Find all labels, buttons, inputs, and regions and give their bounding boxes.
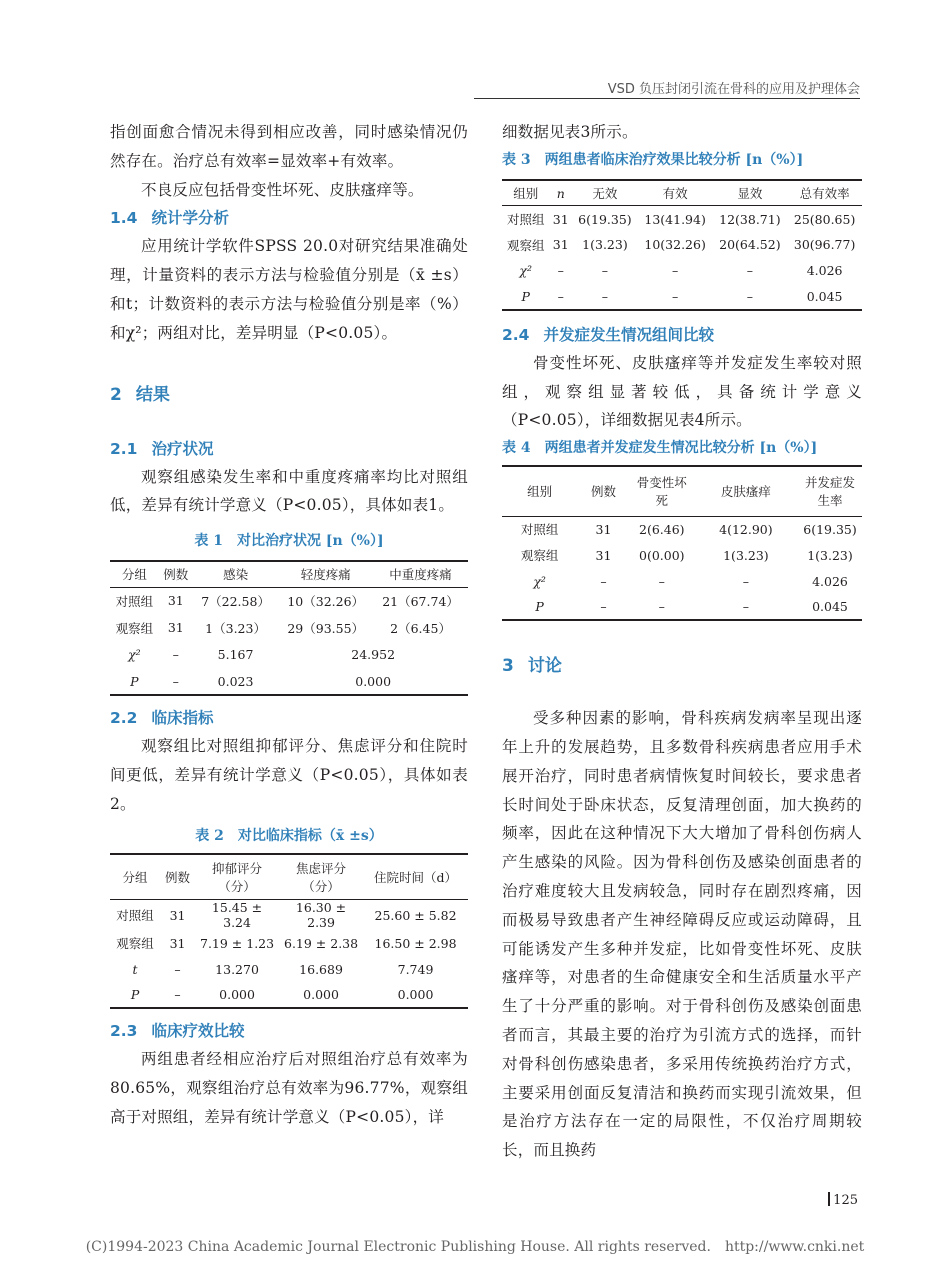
table-2-caption: 表 2 对比临床指标（x̄ ±s）: [195, 827, 383, 844]
table-cell: 21（67.74）: [382, 593, 459, 609]
table-row: [110, 641, 468, 668]
table-cell: 6(19.35): [803, 521, 857, 537]
column-header: 有效: [662, 186, 688, 202]
section-heading-2-2: [110, 706, 468, 728]
section-heading-2: [110, 380, 468, 405]
section-number: 2: [110, 384, 122, 405]
table-row: [502, 284, 862, 310]
section-title: 临床指标: [151, 709, 214, 728]
column-header: 并发症发生率: [804, 475, 855, 509]
table-cell: 观察组: [116, 936, 154, 952]
table-row: [502, 206, 862, 232]
table-row: [110, 614, 468, 641]
column-header: 感染: [223, 567, 249, 583]
table-cell: P: [535, 599, 544, 615]
table-cell: 2(6.46): [639, 521, 685, 537]
table-cell: 对照组: [520, 522, 559, 538]
table-cell: 31: [169, 907, 186, 923]
paragraph: 受多种因素的影响，骨科疾病发病率呈现出逐年上升的发展趋势，且多数骨科疾病患者应用手术展开治疗，同时患者病情恢复时间较长，要求患者长时间处于卧床状态，反复清理创面，加大换药的频率，因此在这种情况下大大增加了骨科创伤病人产生感染的风险。因为骨科创伤及感染创面患者的治疗难度较大且发病较急，同时存在剧烈疼痛，因而极易导致患者产生神经障碍反应或运动障碍，且可能诱发产生多种并发症，比如骨变性坏死、皮肤瘙痒等，对患者的生命健康安全和生活质量水平产生了十分严重的影响。对于骨科创伤及感染创面患者而言，其最主要的治疗为引流方式的选择，而针对骨科创伤感染患者，多采用传统换药治疗方式，主要采用创面反复清洁和换药而实现引流效果，但是治疗方法存在一定的局限性，不仅治疗周期较长，而且换药: [502, 709, 862, 1160]
table-cell: –: [601, 288, 609, 304]
column-header: 组别: [513, 186, 539, 202]
table-cell: 31: [552, 237, 569, 253]
table-3: [502, 179, 862, 311]
table-cell: 30(96.77): [793, 237, 856, 253]
paragraph: 观察组感染发生率和中重度疼痛率均比对照组低，差异有统计学意义（P<0.05），具体如表1。: [110, 467, 468, 515]
table-cell: χ²: [533, 573, 546, 589]
table-cell: 0.000: [355, 673, 392, 689]
table-2: [110, 853, 468, 1010]
column-header: 皮肤瘙痒: [720, 484, 771, 500]
table-cell: 1(3.23): [723, 547, 769, 563]
column-header: 分组: [122, 869, 148, 885]
table-cell: –: [658, 573, 665, 589]
table-cell: 31: [595, 521, 612, 537]
table-cell: –: [174, 987, 181, 1003]
table-cell: 12(38.71): [719, 211, 781, 227]
table-cell: –: [172, 647, 179, 663]
table-cell: 25(80.65): [793, 211, 856, 227]
column-header: 抑郁评分（分）: [212, 860, 263, 894]
left-column: [110, 118, 468, 1131]
table-4-caption: 表 4 两组患者并发症发生情况比较分析 [n（%）]: [502, 440, 818, 457]
table-cell: 10（32.26）: [287, 593, 365, 609]
table-cell: 16.30 ± 2.39: [295, 900, 347, 931]
column-header: 例数: [590, 484, 616, 500]
table-cell: 0.000: [219, 987, 255, 1003]
table-1-caption: 表 1 对比治疗状况 [n（%）]: [194, 533, 384, 550]
table-cell: P: [130, 987, 140, 1003]
section-title: 治疗状况: [151, 439, 214, 458]
column-header: 总有效率: [799, 186, 850, 202]
table-cell: –: [746, 288, 753, 304]
table-cell: 观察组: [506, 237, 545, 253]
table-cell: 7.749: [397, 961, 434, 977]
table-cell: –: [600, 599, 607, 615]
table-cell: 16.689: [299, 961, 343, 977]
table-cell: 24.952: [351, 647, 396, 663]
table-cell: 0.000: [303, 987, 339, 1003]
table-cell: 1(3.23): [582, 237, 628, 253]
table-row: [502, 258, 862, 284]
right-column: [502, 118, 862, 1165]
table-cell: 25.60 ± 5.82: [374, 907, 457, 923]
table-cell: P: [130, 673, 139, 689]
table-row: [502, 516, 862, 542]
section-heading-3: [502, 651, 862, 676]
table-cell: t: [132, 961, 138, 977]
section-heading-1-4: [110, 206, 468, 228]
table-row: [110, 900, 468, 931]
table-cell: 4(12.90): [719, 521, 773, 537]
table-cell: 0.000: [397, 987, 434, 1003]
section-title: 结果: [135, 384, 170, 405]
page-number: 125: [828, 1192, 858, 1208]
table-cell: –: [557, 288, 564, 304]
table-cell: –: [600, 573, 607, 589]
table-cell: 0.045: [806, 288, 843, 304]
table-cell: –: [172, 673, 179, 689]
column-header: 中重度疼痛: [389, 567, 452, 583]
table-cell: 6(19.35): [578, 211, 632, 227]
section-number: 1.4: [110, 209, 138, 228]
paragraph: 观察组比对照组抑郁评分、焦虑评分和住院时间更低，差异有统计学意义（P<0.05），具体如表2。: [110, 737, 468, 813]
column-header: 组别: [527, 484, 553, 500]
table-row: [110, 668, 468, 695]
table-cell: 对照组: [506, 212, 545, 228]
column-header: 分组: [121, 567, 147, 583]
section-title: 讨论: [527, 656, 562, 677]
table-cell: 0.023: [217, 673, 254, 689]
table-4: [502, 465, 862, 621]
column-header: 住院时间（d）: [374, 869, 458, 885]
table-cell: 7.19 ± 1.23: [200, 935, 275, 951]
section-heading-2-1: [110, 437, 468, 459]
paragraph: 骨变性坏死、皮肤瘙痒等并发症发生率较对照组，观察组显著较低，具备统计学意义（P<0.05），详细数据见表4所示。: [502, 353, 862, 430]
table-cell: –: [658, 599, 665, 615]
section-heading-2-3: [110, 1019, 468, 1041]
paragraph: 两组患者经相应治疗后对照组治疗总有效率为80.65%，观察组治疗总有效率为96.77%，观察组高于对照组，差异有统计学意义（P<0.05），详: [110, 1050, 468, 1126]
table-cell: 4.026: [812, 573, 848, 589]
table-cell: –: [742, 599, 750, 615]
table-cell: 29（93.55）: [287, 620, 365, 636]
table-row: [502, 594, 862, 620]
section-number: 2.4: [502, 325, 530, 344]
section-title: 并发症发生情况组间比较: [543, 325, 714, 344]
table-cell: –: [746, 263, 753, 279]
section-number: 3: [502, 656, 514, 677]
table-row: [502, 232, 862, 258]
table-cell: –: [174, 961, 181, 977]
table-cell: 6.19 ± 2.38: [284, 935, 359, 951]
table-cell: 13.270: [215, 961, 259, 977]
table-cell: 1（3.23）: [205, 620, 266, 636]
table-cell: 31: [595, 547, 612, 563]
section-title: 临床疗效比较: [151, 1022, 245, 1041]
table-cell: 2（6.45）: [390, 620, 451, 636]
table-cell: 0.045: [812, 599, 848, 615]
table-row: [502, 542, 862, 568]
table-cell: –: [601, 263, 609, 279]
column-header: 例数: [163, 567, 189, 583]
table-cell: –: [557, 263, 564, 279]
table-cell: χ²: [519, 263, 532, 279]
table-1: [110, 560, 468, 696]
table-cell: 对照组: [115, 593, 154, 609]
section-number: 2.2: [110, 709, 138, 728]
section-title: 统计学分析: [151, 209, 229, 228]
column-header: 无效: [592, 186, 618, 202]
table-cell: 1(3.23): [807, 547, 853, 563]
table-cell: 31: [169, 935, 186, 951]
table-cell: 0(0.00): [639, 547, 685, 563]
table-3-caption: 表 3 两组患者临床治疗效果比较分析 [n（%）]: [502, 151, 804, 168]
table-cell: 4.026: [806, 263, 843, 279]
table-cell: 对照组: [116, 908, 154, 924]
table-row: [110, 587, 468, 614]
table-cell: 7（22.58）: [201, 593, 270, 609]
table-row: [110, 982, 468, 1008]
paragraph: 不良反应包括骨变性坏死、皮肤瘙痒等。: [141, 180, 424, 199]
table-cell: P: [521, 288, 530, 304]
table-row: [110, 956, 468, 982]
paragraph: 应用统计学软件SPSS 20.0对研究结果准确处理，计量资料的表示方法与检验值分别是（x̄ ±s）和t；计数资料的表示方法与检验值分别是率（%）和χ²；两组对比，差异明显（P<0.05）。: [110, 237, 468, 342]
section-heading-2-4: [502, 323, 862, 345]
copyright-notice: (C)1994-2023 China Academic Journal Electronic Publishing House. All rights reserved. http://www.cnki.net: [85, 1239, 865, 1255]
table-cell: 20(64.52): [719, 237, 781, 253]
table-cell: 13(41.94): [644, 211, 706, 227]
column-header: n: [556, 185, 565, 201]
table-cell: 31: [167, 593, 184, 609]
column-header: 显效: [737, 186, 763, 202]
table-cell: 10(32.26): [644, 237, 706, 253]
table-cell: –: [671, 263, 679, 279]
running-header: VSD 负压封闭引流在骨科的应用及护理体会: [607, 82, 860, 97]
column-header: 焦虑评分（分）: [296, 860, 347, 894]
table-cell: 5.167: [217, 647, 254, 663]
table-cell: –: [742, 573, 750, 589]
table-row: [110, 930, 468, 956]
table-cell: 观察组: [115, 620, 154, 636]
table-cell: 15.45 ± 3.24: [211, 900, 263, 931]
table-cell: –: [671, 288, 679, 304]
paragraph: 指创面愈合情况未得到相应改善，同时感染情况仍然存在。治疗总有效率=显效率+有效率。: [110, 123, 468, 170]
section-number: 2.1: [110, 439, 138, 458]
table-row: [502, 568, 862, 594]
table-cell: χ²: [128, 647, 141, 663]
column-header: 例数: [165, 869, 191, 885]
section-number: 2.3: [110, 1022, 138, 1041]
header-rule: [474, 98, 860, 99]
paragraph: 细数据见表3所示。: [502, 123, 638, 141]
table-cell: 观察组: [520, 548, 559, 564]
table-cell: 16.50 ± 2.98: [374, 935, 457, 951]
column-header: 轻度疼痛: [300, 567, 351, 583]
table-cell: 31: [167, 620, 184, 636]
table-cell: 31: [552, 211, 569, 227]
column-header: 骨变性坏死: [636, 475, 687, 509]
